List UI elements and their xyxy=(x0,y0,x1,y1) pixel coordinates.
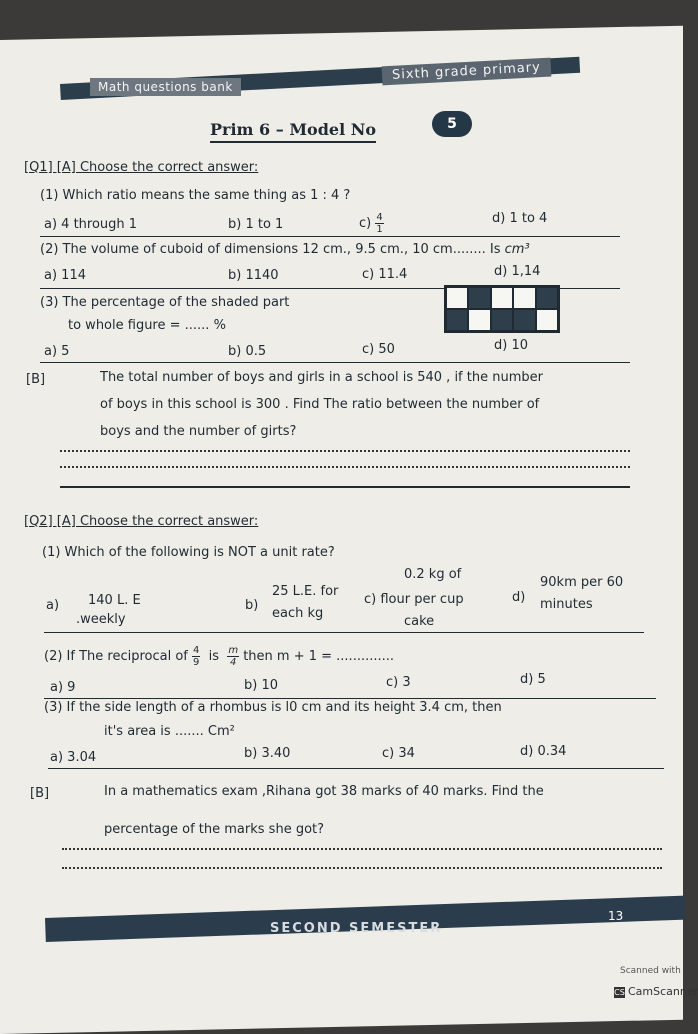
q1-item1-option-d: d) 1 to 4 xyxy=(492,211,548,226)
figure-cell xyxy=(446,287,468,309)
q2-item3-question-line1: (3) If the side length of a rhombus is l0 cm and its height 3.4 cm, then xyxy=(44,700,502,715)
q2-item1-option-a-line1: 140 L. E xyxy=(88,593,141,608)
header-left-label: Math questions bank xyxy=(90,78,241,96)
divider xyxy=(44,698,656,699)
fraction-4-9 xyxy=(192,645,200,668)
q1-partB-label: [B] xyxy=(26,372,46,387)
q2-partB-line2: percentage of the marks she got? xyxy=(104,822,325,837)
q2-item1-option-b-prefix: b) xyxy=(245,598,259,613)
q2-partB-line1: In a mathematics exam ,Rihana got 38 marks of 40 marks. Find the xyxy=(104,784,544,799)
q2-item1-option-a-prefix: a) xyxy=(46,598,60,613)
divider xyxy=(40,236,620,237)
answer-line xyxy=(60,486,630,488)
q2-item1-option-c-line2: c) flour per cup xyxy=(364,592,464,607)
figure-cell-shaded xyxy=(468,287,490,309)
q1-item3-option-d: d) 10 xyxy=(494,338,528,353)
option-c-prefix: c) xyxy=(359,216,372,231)
q2-item3-option-d: d) 0.34 xyxy=(520,744,567,759)
q1-item2-option-b: b) 1140 xyxy=(228,268,279,283)
scan-watermark-line1: Scanned with xyxy=(620,966,681,976)
model-number-badge: 5 xyxy=(432,111,472,137)
fraction-denominator: 1 xyxy=(376,224,383,235)
fraction-m-4 xyxy=(227,645,239,668)
q1-item1-question: (1) Which ratio means the same thing as 1 : 4 ? xyxy=(40,188,351,203)
fraction-denominator: 4 xyxy=(230,657,237,668)
q1-partB-line3: boys and the number of girts? xyxy=(100,424,297,439)
fraction-numerator: 4 xyxy=(193,645,200,656)
scan-brand-text: CamScanner xyxy=(628,985,698,998)
q1-item2-option-a: a) 114 xyxy=(44,268,86,283)
q2-item3-option-a: a) 3.04 xyxy=(50,750,97,765)
q2-item2-question xyxy=(44,645,394,668)
q1-item1-option-b: b) 1 to 1 xyxy=(228,217,284,232)
q2-item1-option-d-line1: 90km per 60 xyxy=(540,575,624,590)
q2-item2-option-a: a) 9 xyxy=(50,680,76,695)
q2-item1-option-d-prefix: d) xyxy=(512,590,526,605)
question-text: (2) If The reciprocal of xyxy=(44,649,188,664)
figure-cell xyxy=(468,309,490,331)
scan-watermark-line2 xyxy=(614,985,698,998)
q2-partB-label: [B] xyxy=(30,786,50,801)
q2-heading: [Q2] [A] Choose the correct answer: xyxy=(24,514,259,529)
question-text: then m + 1 = .............. xyxy=(243,649,395,664)
fraction-numerator: m xyxy=(228,645,239,656)
semester-label: SECOND SEMESTER xyxy=(270,921,443,936)
fraction-numerator: 4 xyxy=(376,212,383,223)
answer-line xyxy=(62,867,662,869)
divider xyxy=(48,768,664,769)
figure-cell-shaded xyxy=(491,309,513,331)
q1-item3-option-a: a) 5 xyxy=(44,344,70,359)
answer-line xyxy=(60,466,630,468)
header-right-label: Sixth grade primary xyxy=(382,58,552,86)
q1-partB-line1: The total number of boys and girls in a school is 540 , if the number xyxy=(100,370,543,385)
camscanner-logo: CS xyxy=(614,988,625,997)
answer-line xyxy=(60,450,630,452)
q2-item1-option-b-line2: each kg xyxy=(272,606,324,621)
q1-item1-option-c xyxy=(359,212,384,235)
figure-cell-shaded xyxy=(513,309,535,331)
fraction xyxy=(375,212,383,235)
q2-item2-option-d: d) 5 xyxy=(520,672,546,687)
q2-item1-option-b-line1: 25 L.E. for xyxy=(272,584,339,599)
divider xyxy=(40,362,630,363)
fraction-denominator: 9 xyxy=(193,657,200,668)
page-number: 13 xyxy=(608,909,624,923)
q2-item3-option-c: c) 34 xyxy=(382,746,415,761)
q2-item1-option-c-line1: 0.2 kg of xyxy=(404,567,462,582)
q1-item2-option-d: d) 1,14 xyxy=(494,264,541,279)
q2-item1-option-a-line2: .weekly xyxy=(76,612,126,627)
question-text: (2) The volume of cuboid of dimensions 12 cm., 9.5 cm., 10 cm........ Is xyxy=(40,242,501,257)
figure-cell xyxy=(513,287,535,309)
figure-cell-shaded xyxy=(446,309,468,331)
model-title: Prim 6 – Model No xyxy=(210,120,376,143)
q1-item3-option-b: b) 0.5 xyxy=(228,344,267,359)
q1-item2-question xyxy=(40,242,530,257)
question-text: is xyxy=(208,649,220,664)
unit-label: cm³ xyxy=(504,242,530,257)
q1-item1-option-a: a) 4 through 1 xyxy=(44,217,138,232)
q1-heading: [Q1] [A] Choose the correct answer: xyxy=(24,160,259,175)
q2-item1-option-d-line2: minutes xyxy=(540,597,593,612)
q1-partB-line2: of boys in this school is 300 . Find The ratio between the number of xyxy=(100,397,540,412)
q1-item3-option-c: c) 50 xyxy=(362,342,395,357)
q2-item2-option-b: b) 10 xyxy=(244,678,278,693)
answer-line xyxy=(62,848,662,850)
shaded-figure xyxy=(444,285,560,333)
q2-item3-question-line2: it's area is ....... Cm² xyxy=(104,724,235,739)
q2-item2-option-c: c) 3 xyxy=(386,675,411,690)
q1-item3-question-line2: to whole figure = ...... % xyxy=(68,318,226,333)
figure-cell xyxy=(536,309,558,331)
figure-cell xyxy=(491,287,513,309)
q2-item3-option-b: b) 3.40 xyxy=(244,746,291,761)
q2-item1-option-c-line3: cake xyxy=(404,614,435,629)
q1-item2-option-c: c) 11.4 xyxy=(362,267,408,282)
divider xyxy=(44,632,644,633)
q2-item1-question: (1) Which of the following is NOT a unit rate? xyxy=(42,545,335,560)
figure-cell-shaded xyxy=(536,287,558,309)
q1-item3-question-line1: (3) The percentage of the shaded part xyxy=(40,295,290,310)
